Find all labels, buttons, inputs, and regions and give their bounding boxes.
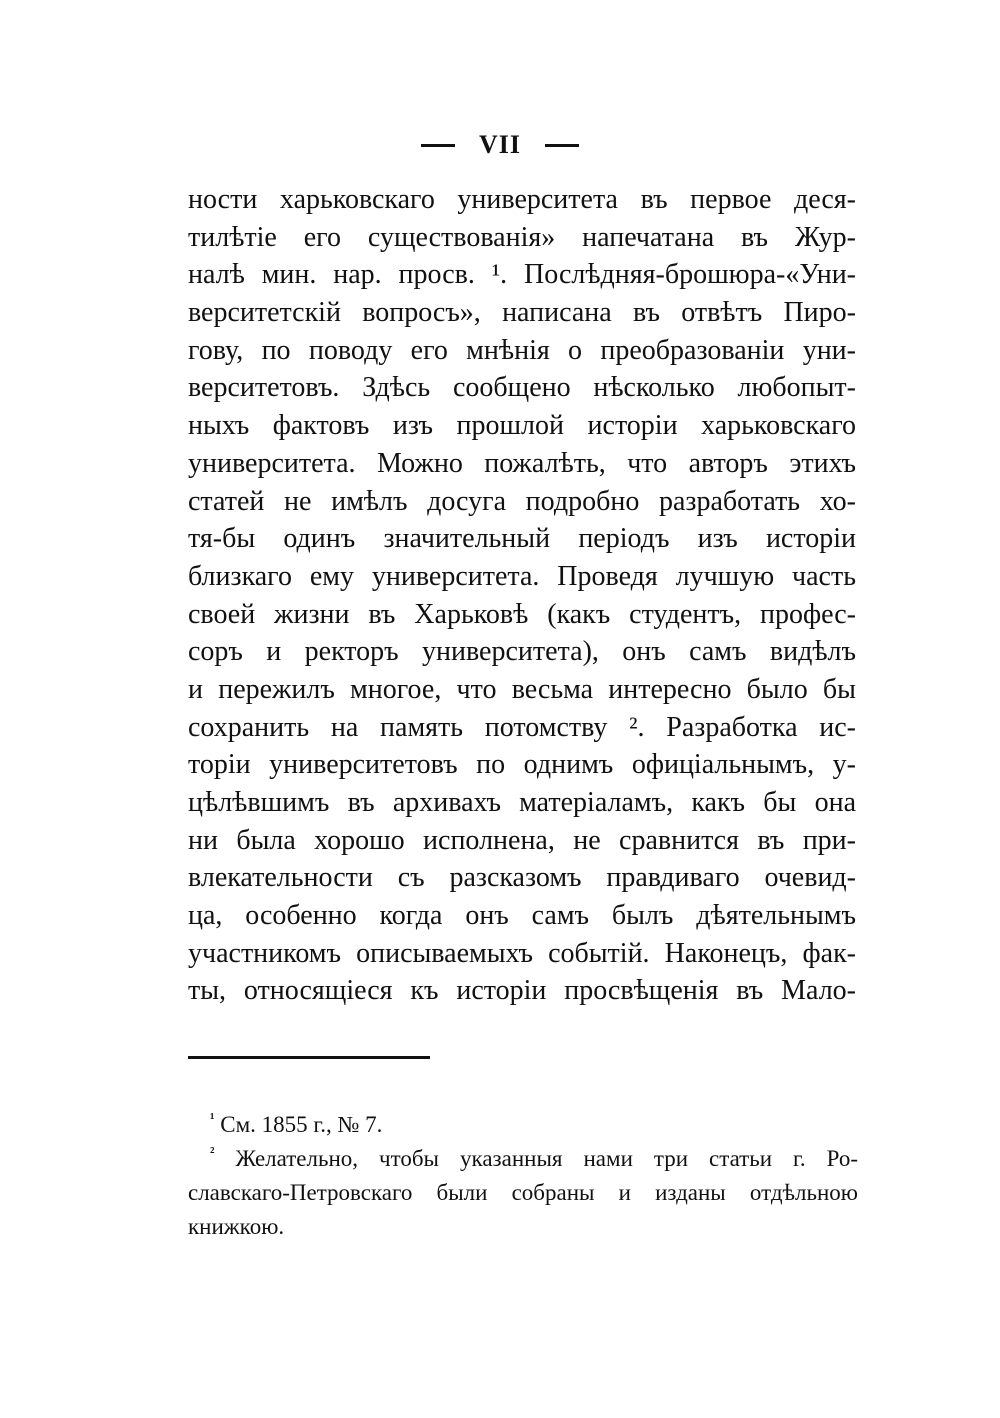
text-line: ты, относящіеся къ исторіи просвѣщенія въ Мало- — [188, 975, 856, 1007]
footnote-2-marker: ² — [210, 1145, 215, 1161]
page-number: VII — [478, 130, 521, 160]
text-line: верситетскій вопросъ», написана въ отвѣтъ Пиро- — [188, 297, 856, 329]
text-line: тя-бы одинъ значительный періодъ изъ исторіи — [188, 523, 856, 555]
text-line: влекательности съ разсказомъ правдиваго очевид- — [188, 862, 856, 894]
footnotes-block — [188, 1108, 858, 1244]
text-line: участникомъ описываемыхъ событій. Наконецъ, фак- — [188, 937, 856, 969]
footnote-1-marker: ¹ — [210, 1111, 215, 1127]
text-line: университета. Можно пожалѣть, что авторъ этихъ — [188, 447, 856, 479]
text-line: сохранить на память потомству ². Разработка ис- — [188, 711, 856, 743]
text-line: верситетовъ. Здѣсь сообщено нѣсколько любопыт- — [188, 372, 856, 404]
text-line: своей жизни въ Харьковѣ (какъ студентъ, профес- — [188, 598, 856, 630]
footnote-2-line-1: Желательно, чтобы указанныя нами три статьи г. Ро- — [235, 1146, 859, 1171]
text-line: ности харьковскаго университета въ первое деся- — [188, 184, 856, 215]
header-dash-left — [421, 144, 455, 147]
text-line: и пережилъ многое, что весьма интересно было бы — [188, 673, 856, 705]
text-line: цѣлѣвшимъ въ архивахъ матеріаламъ, какъ бы она — [188, 787, 856, 818]
footnote-1-text: См. 1855 г., № 7. — [220, 1112, 383, 1137]
text-line: соръ и ректоръ университета), онъ самъ видѣлъ — [188, 636, 856, 668]
text-line: ныхъ фактовъ изъ прошлой исторіи харьковскаго — [188, 410, 856, 442]
text-line: гову, по поводу его мнѣнія о преобразованіи уни- — [188, 334, 856, 366]
text-line: ца, особенно когда онъ самъ былъ дѣятельнымъ — [188, 900, 856, 932]
footnote-separator — [188, 1056, 430, 1059]
footnote-1 — [188, 1108, 858, 1142]
footnote-2 — [188, 1142, 858, 1176]
main-text-block — [188, 181, 856, 1010]
text-line: ни была хорошо исполнена, не сравнится въ при- — [188, 824, 856, 856]
running-header — [0, 128, 1000, 160]
footnote-2-line-3: книжкою. — [188, 1214, 285, 1239]
text-line: близкаго ему университета. Проведя лучшую часть — [188, 560, 856, 592]
text-line: торіи университетовъ по однимъ офиціальнымъ, у- — [188, 749, 856, 781]
header-dash-right — [545, 144, 579, 147]
footnote-2-line-2: славскаго-Петровскаго были собраны и изданы отдѣльною — [188, 1180, 858, 1205]
text-line: налѣ мин. нар. просв. ¹. Послѣдняя-брошюра-«Уни- — [188, 259, 856, 291]
text-line: статей не имѣлъ досуга подробно разработать хо- — [188, 485, 856, 517]
text-line: тилѣтіе его существованія» напечатана въ Жур- — [188, 221, 856, 253]
